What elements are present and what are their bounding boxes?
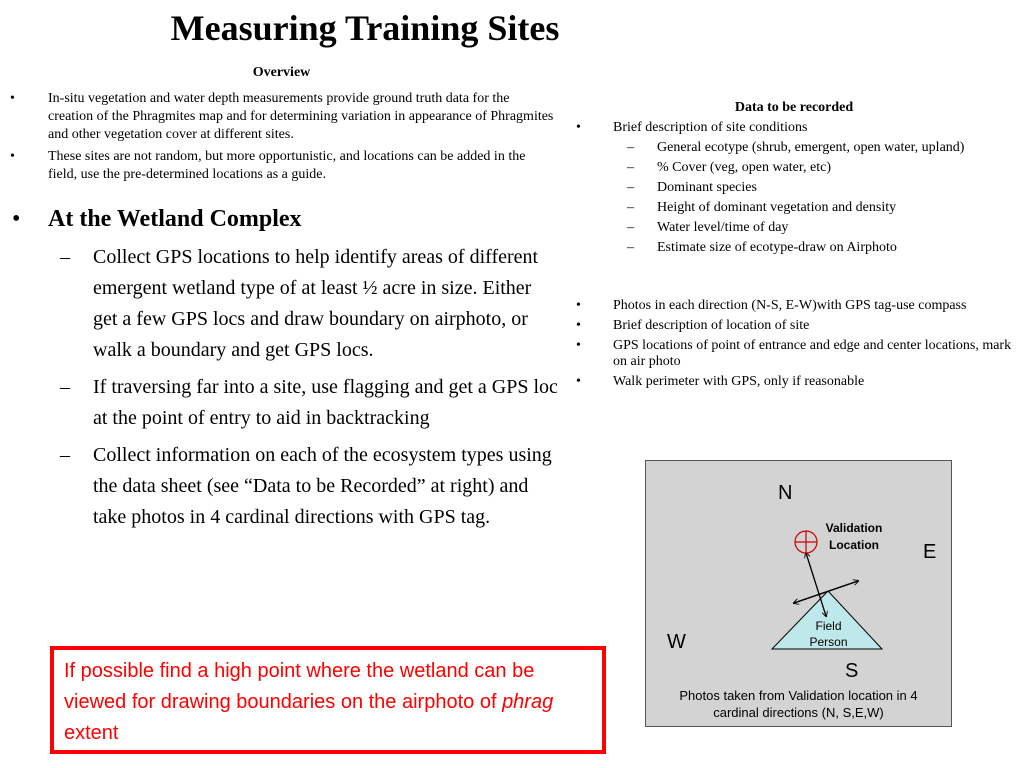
validation-location-label — [814, 520, 894, 554]
site-conditions-label: Brief description of site conditions — [613, 120, 808, 135]
record-item: • GPS locations of point of entrance and edge and center locations, mark on air photo — [613, 338, 1013, 370]
caption-line-2: cardinal directions (N, S,E,W) — [713, 705, 884, 720]
overview-bullet: • These sites are not random, but more opportunistic, and locations can be added in the field, use the pre-determined locations as a guide. — [48, 148, 558, 184]
south-label: S — [845, 660, 859, 682]
wetland-item: – Collect information on each of the ecosystem types using the data sheet (see “Data to be Recorded” at right) and take photos in 4 cardinal directions with GPS tag. — [93, 440, 558, 533]
condition-item: – Water level/time of day — [657, 220, 1013, 236]
condition-item: – Height of dominant vegetation and density — [657, 200, 1013, 216]
validation-line-1: Validation — [825, 521, 883, 535]
callout-text-end: extent — [64, 722, 119, 744]
site-conditions-item — [613, 120, 1013, 256]
data-recorded-list-more — [613, 298, 1013, 394]
record-item: • Photos in each direction (N-S, E-W)with GPS tag-use compass — [613, 298, 1013, 314]
condition-item: – General ecotype (shrub, emergent, open water, upland) — [657, 140, 1013, 156]
cardinal-photo-diagram — [645, 460, 952, 727]
data-recorded-heading: Data to be recorded — [734, 100, 854, 115]
field-line-2: Person — [809, 635, 848, 649]
data-recorded-list — [613, 120, 1013, 260]
validation-line-2: Location — [829, 538, 879, 552]
field-person-label — [796, 618, 861, 650]
condition-item: – % Cover (veg, open water, etc) — [657, 160, 1013, 176]
wetland-item: – If traversing far into a site, use flagging and get a GPS loc at the point of entry to aid in backtracking — [93, 372, 558, 434]
record-item: • Brief description of location of site — [613, 318, 1013, 334]
callout-text: If possible find a high point where the wetland can be viewed for drawing boundaries on the airphoto of — [64, 660, 535, 713]
wetland-heading-text: At the Wetland Complex — [48, 206, 302, 232]
wetland-item: – Collect GPS locations to help identify areas of different emergent wetland type of at least ½ acre in size. Either get a few GPS locs and draw boundary on airphoto, or walk a boundary and get GPS locs. — [93, 242, 558, 366]
overview-list — [48, 90, 558, 188]
overview-bullet: • In-situ vegetation and water depth measurements provide ground truth data for the creation of the Phragmites map and for determining variation in appearance of Phragmites and other vegetation cover at different sites. — [48, 90, 558, 144]
slide-title: Measuring Training Sites — [170, 8, 560, 48]
caption-line-1: Photos taken from Validation location in 4 — [679, 688, 918, 703]
diagram-caption — [646, 687, 951, 721]
site-conditions-sublist — [657, 140, 1013, 256]
west-label: W — [667, 631, 686, 653]
record-item: • Walk perimeter with GPS, only if reasonable — [613, 374, 1013, 390]
high-point-callout — [50, 646, 606, 754]
field-line-1: Field — [815, 619, 842, 633]
wetland-section — [48, 204, 558, 539]
wetland-heading — [48, 204, 558, 234]
east-label: E — [923, 541, 937, 563]
wetland-subsection — [48, 242, 558, 533]
north-label: N — [778, 482, 793, 504]
wetland-items — [93, 242, 558, 533]
condition-item: – Dominant species — [657, 180, 1013, 196]
overview-heading: Overview — [252, 65, 311, 80]
condition-item: – Estimate size of ecotype-draw on Airphoto — [657, 240, 1013, 256]
callout-italic: phrag — [502, 691, 554, 713]
